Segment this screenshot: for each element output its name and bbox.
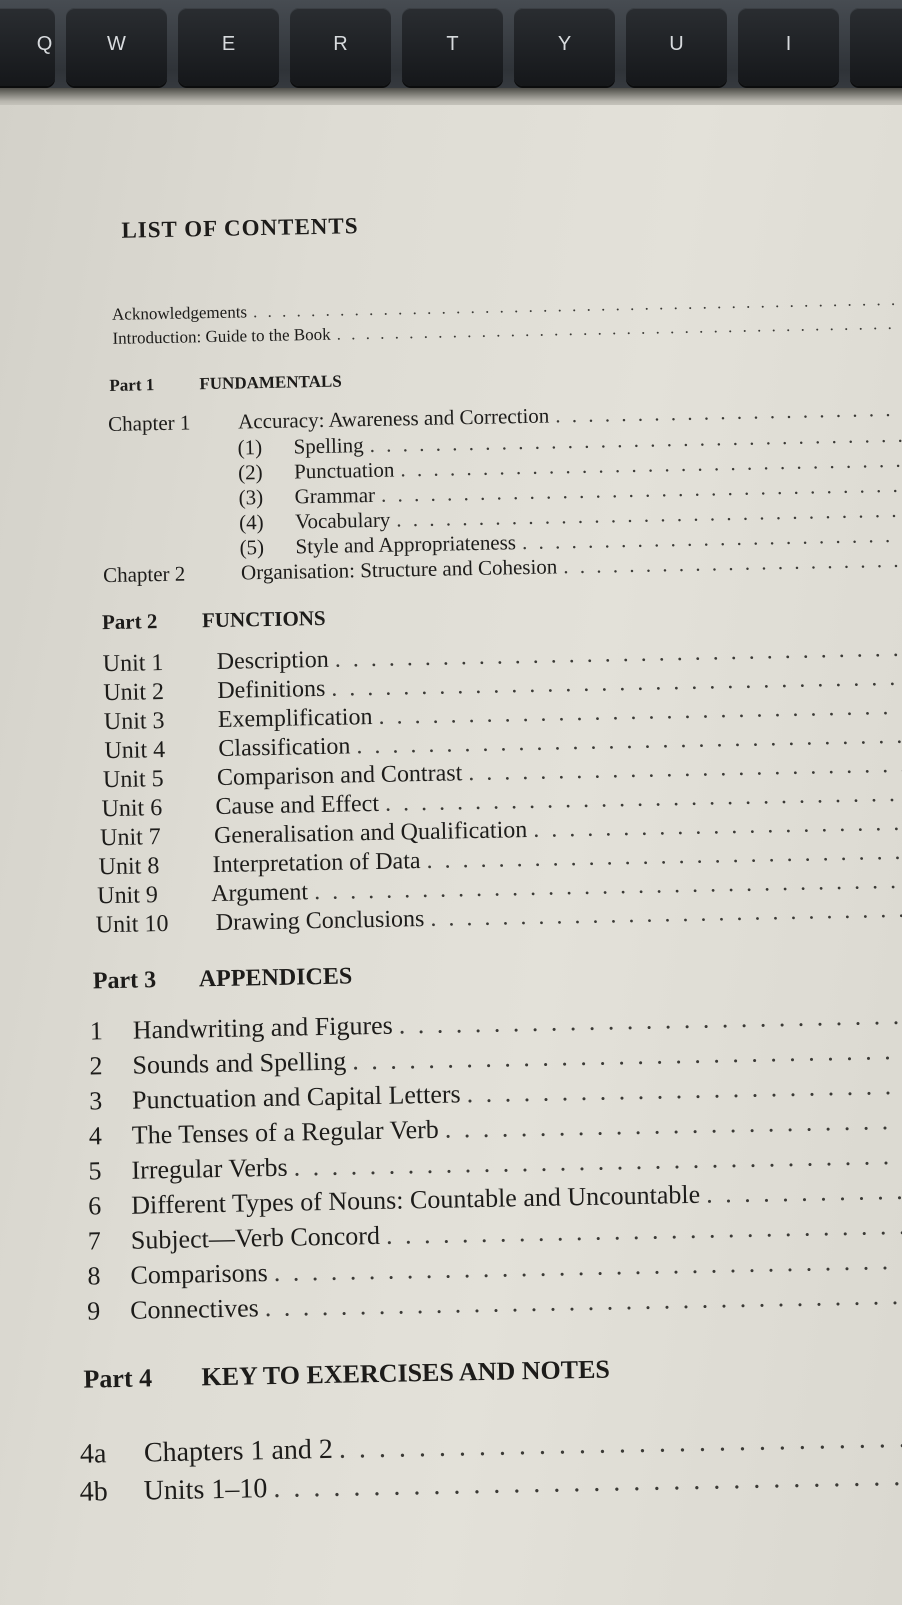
leader-dots <box>339 1422 902 1466</box>
leader-dots <box>352 1035 902 1077</box>
key-label: Y <box>557 33 572 55</box>
leader-dots <box>533 809 902 844</box>
unit-number: Unit 3 <box>103 707 165 736</box>
unit-number: Unit 2 <box>103 678 165 707</box>
unit-number: Unit 7 <box>99 824 162 852</box>
entry-title: Different Types of Nouns: Countable and Uncountable <box>130 1179 701 1220</box>
part-label: Part 2 <box>101 609 158 635</box>
entry-title: Comparison and Contrast <box>216 760 463 791</box>
key-label: U <box>669 33 684 55</box>
part-heading <box>102 606 326 635</box>
entry-title: Subject—Verb Concord <box>130 1220 381 1255</box>
entry-title: Punctuation and Capital Letters <box>131 1079 461 1115</box>
entry-title: Vocabulary <box>294 507 391 534</box>
leader-dots <box>386 1210 902 1251</box>
section-number: (5) <box>239 535 265 560</box>
entry-title: Grammar <box>294 482 376 509</box>
leader-dots <box>273 1245 902 1288</box>
chapter-number: Chapter 2 <box>102 561 186 588</box>
leader-dots <box>398 1000 902 1041</box>
unit-number: Unit 10 <box>95 910 169 939</box>
entry-title: Classification <box>218 733 351 762</box>
leader-dots <box>466 1070 902 1110</box>
section-number: (4) <box>238 510 264 535</box>
part-label: Part 1 <box>109 375 155 395</box>
entry-title: Style and Appropriateness <box>295 530 517 559</box>
entry-title: Drawing Conclusions <box>215 906 425 937</box>
entry-title: Interpretation of Data <box>212 848 421 879</box>
entry-title: Acknowledgements <box>111 302 248 324</box>
key-label: W <box>107 33 126 55</box>
section-number: (1) <box>237 435 263 460</box>
appendix-number: 5 <box>88 1156 102 1186</box>
appendix-number: 2 <box>89 1051 103 1081</box>
appendix-number: 9 <box>86 1296 101 1326</box>
entry-title: Accuracy: Awareness and Correction <box>237 403 550 434</box>
key-label: E <box>221 33 236 55</box>
key-label: I <box>785 33 792 55</box>
leader-dots <box>444 1105 902 1145</box>
entry-title: Irregular Verbs <box>131 1152 288 1185</box>
key-label: Q <box>36 33 53 55</box>
leader-dots <box>706 1175 902 1210</box>
part-label: Part 4 <box>83 1363 153 1394</box>
entry-title: Spelling <box>293 433 364 459</box>
key-section-number: 4a <box>79 1438 107 1470</box>
key-label: R <box>333 33 348 55</box>
chapter-number: Chapter 1 <box>107 410 191 436</box>
entry-title: Comparisons <box>130 1258 268 1290</box>
entry-title: Units 1–10 <box>143 1473 268 1507</box>
entry-title: Handwriting and Figures <box>132 1010 393 1045</box>
section-number: (3) <box>238 485 264 510</box>
part-heading <box>109 372 342 396</box>
key-label: T <box>446 33 459 55</box>
entry-title: Chapters 1 and 2 <box>143 1433 334 1469</box>
entry-title: Cause and Effect <box>215 790 380 821</box>
appendix-number: 7 <box>87 1226 102 1256</box>
appendix-number: 4 <box>88 1121 103 1151</box>
leader-dots <box>293 1140 902 1183</box>
section-number: (2) <box>237 460 263 485</box>
entry-title: Exemplification <box>217 703 373 733</box>
entry-title: Sounds and Spelling <box>132 1046 347 1080</box>
entry-title: Definitions <box>217 675 326 704</box>
entry-title: Organisation: Structure and Cohesion <box>240 554 558 585</box>
part-label: Part 3 <box>92 967 157 995</box>
part-heading <box>93 963 353 995</box>
entry-title: Description <box>216 646 329 675</box>
unit-number: Unit 1 <box>102 649 164 678</box>
entry-title: Connectives <box>129 1293 259 1325</box>
appendix-number: 3 <box>88 1086 103 1116</box>
part-title: KEY TO EXERCISES AND NOTES <box>201 1354 611 1392</box>
part-heading <box>83 1355 610 1395</box>
entry-title: Generalisation and Qualification <box>213 817 528 850</box>
entry-title: Punctuation <box>293 457 395 484</box>
unit-number: Unit 6 <box>101 795 163 823</box>
key-section-number: 4b <box>79 1476 108 1508</box>
part-title: FUNDAMENTALS <box>199 371 342 394</box>
unit-number: Unit 5 <box>102 766 164 794</box>
part-title: FUNCTIONS <box>201 605 326 633</box>
appendix-number: 8 <box>87 1261 101 1291</box>
unit-number: Unit 9 <box>96 882 159 910</box>
part-title: APPENDICES <box>198 963 353 993</box>
leader-dots <box>273 1460 902 1505</box>
unit-number: Unit 8 <box>98 853 160 881</box>
entry-title: Introduction: Guide to the Book <box>112 324 331 348</box>
entry-title: Argument <box>210 879 309 908</box>
entry-title: The Tenses of a Regular Verb <box>131 1114 440 1150</box>
appendix-number: 1 <box>89 1016 104 1046</box>
appendix-number: 6 <box>87 1191 102 1221</box>
unit-number: Unit 4 <box>104 736 166 765</box>
page-title: LIST OF CONTENTS <box>121 213 359 243</box>
